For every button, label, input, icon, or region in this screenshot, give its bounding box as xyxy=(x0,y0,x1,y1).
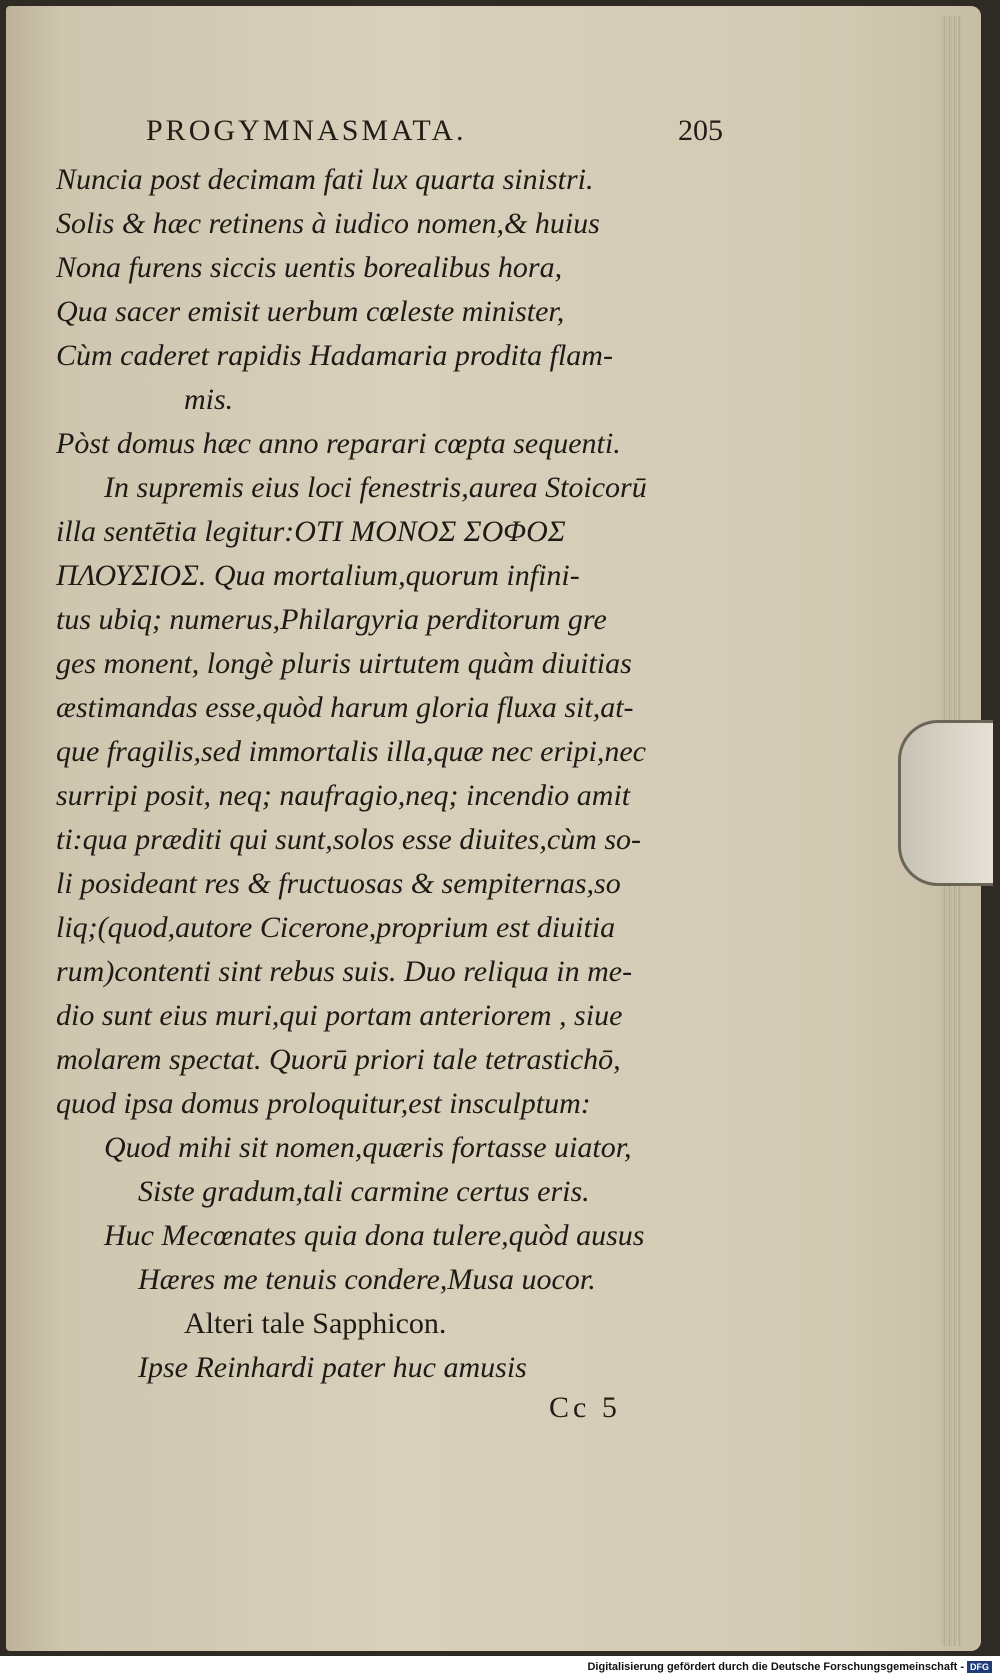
text-line: ΠΛΟΥΣΙΟΣ. Qua mortalium,quorum infini- xyxy=(56,559,580,592)
text-line: molarem spectat. Quorū priori tale tetrastichō, xyxy=(56,1043,621,1076)
text-line: Qua sacer emisit uerbum cœleste minister, xyxy=(56,295,565,328)
verse-line: Ipse Reinhardi pater huc amusis xyxy=(138,1351,527,1384)
text-line: mis. xyxy=(184,383,234,416)
digitization-footer xyxy=(587,1658,992,1676)
text-line: Nona furens siccis uentis borealibus hora, xyxy=(56,251,563,284)
verse-line: Siste gradum,tali carmine certus eris. xyxy=(138,1175,590,1208)
text-line: que fragilis,sed immortalis illa,quæ nec eripi,nec xyxy=(56,735,646,768)
running-header: PROGYMNASMATA. xyxy=(146,114,467,147)
body-text xyxy=(56,158,756,1390)
text-line: Solis & hæc retinens à iudico nomen,& huius xyxy=(56,207,600,240)
text-line: liq;(quod,autore Cicerone,proprium est diuitia xyxy=(56,911,616,944)
section-heading: Alteri tale Sapphicon. xyxy=(184,1307,447,1340)
text-line: surripi posit, neq; naufragio,neq; incendio amit xyxy=(56,779,631,812)
text-line: Cùm caderet rapidis Hadamaria prodita flam- xyxy=(56,339,613,372)
text-line: quod ipsa domus proloquitur,est insculptum: xyxy=(56,1087,591,1120)
page-clip xyxy=(898,720,993,886)
book-page xyxy=(6,6,981,1651)
text-line: dio sunt eius muri,qui portam anteriorem , siue xyxy=(56,999,623,1032)
text-line: In supremis eius loci fenestris,aurea Stoicorū xyxy=(104,471,647,504)
dfg-logo: DFG xyxy=(967,1661,992,1673)
text-line: li posideant res & fructuosas & sempiternas,so xyxy=(56,867,621,900)
text-line: Pòst domus hæc anno reparari cœpta sequenti. xyxy=(56,427,621,460)
verse-line: Hæres me tenuis condere,Musa uocor. xyxy=(138,1263,596,1296)
verse-line: Quod mihi sit nomen,quæris fortasse uiator, xyxy=(104,1131,632,1164)
verse-line: Huc Mecœnates quia dona tulere,quòd ausus xyxy=(104,1219,645,1252)
text-line: tus ubiq; numerus,Philargyria perditorum gre xyxy=(56,603,607,636)
text-line: æstimandas esse,quòd harum gloria fluxa sit,at- xyxy=(56,691,634,724)
text-line: ges monent, longè pluris uirtutem quàm diuitias xyxy=(56,647,632,680)
page-number: 205 xyxy=(678,114,723,147)
signature-mark: Cc 5 xyxy=(549,1391,621,1424)
text-line: rum)contenti sint rebus suis. Duo reliqua in me- xyxy=(56,955,633,988)
text-line: illa sentētia legitur:ΟΤΙ ΜΟΝΟΣ ΣΟΦΟΣ xyxy=(56,515,566,548)
text-line: Nuncia post decimam fati lux quarta sinistri. xyxy=(56,163,594,196)
text-line: ti:qua præditi qui sunt,solos esse diuites,cùm so- xyxy=(56,823,641,856)
footer-credit: Digitalisierung gefördert durch die Deutsche Forschungsgemeinschaft - xyxy=(587,1661,964,1673)
